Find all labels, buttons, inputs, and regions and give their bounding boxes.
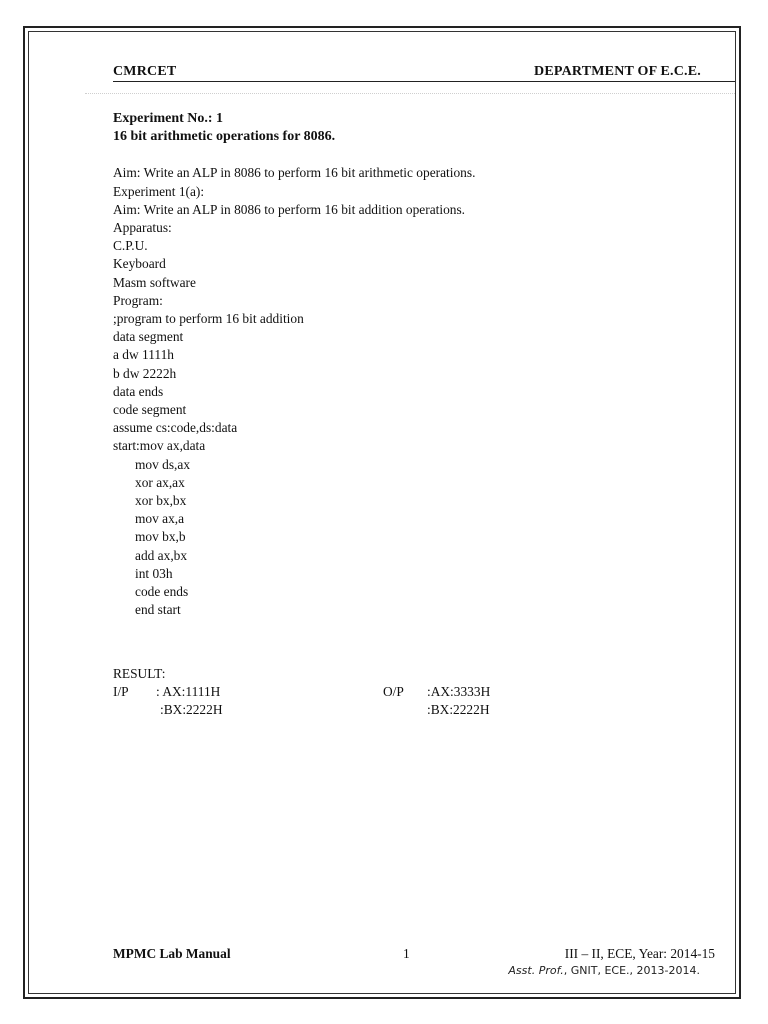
output-label: O/P	[383, 684, 404, 699]
code-line: xor bx,bx	[135, 493, 187, 509]
code-line: data segment	[113, 329, 184, 345]
code-line: code segment	[113, 402, 187, 418]
apparatus-item: C.P.U.	[113, 238, 148, 254]
experiment-subtitle: Experiment 1(a):	[113, 183, 205, 199]
code-line: start:mov ax,data	[113, 438, 206, 454]
header-college: CMRCET	[113, 64, 177, 79]
code-line: add ax,bx	[135, 547, 188, 563]
program-heading: Program:	[113, 292, 163, 308]
footer-credit-title: Asst. Prof.	[508, 964, 564, 977]
footer-credit	[508, 964, 700, 977]
input-value: : AX:1111H	[156, 684, 221, 699]
code-line: mov ds,ax	[135, 456, 191, 472]
apparatus-item: Masm software	[113, 274, 196, 290]
aim-line: Aim: Write an ALP in 8086 to perform 16 bit arithmetic operations.	[113, 165, 476, 181]
code-line: ;program to perform 16 bit addition	[113, 311, 304, 327]
experiment-number: Experiment No.: 1	[113, 111, 224, 126]
code-line: assume cs:code,ds:data	[113, 420, 238, 436]
output-value: :BX:2222H	[427, 702, 490, 717]
output-value: :AX:3333H	[427, 684, 491, 699]
header-department: DEPARTMENT OF E.C.E.	[534, 64, 701, 79]
code-line: end start	[135, 602, 181, 618]
page-number: 1	[403, 946, 410, 961]
apparatus-heading: Apparatus:	[113, 220, 172, 236]
code-line: xor ax,ax	[135, 474, 185, 490]
code-line: mov bx,b	[135, 529, 186, 545]
result-heading: RESULT:	[113, 666, 166, 681]
apparatus-item: Keyboard	[113, 256, 166, 272]
header-rule	[113, 81, 735, 82]
code-line: b dw 2222h	[113, 365, 177, 381]
input-value: :BX:2222H	[160, 702, 223, 717]
experiment-title: 16 bit arithmetic operations for 8086.	[113, 129, 336, 145]
document-body	[113, 110, 713, 619]
header-dotted-rule	[85, 93, 735, 94]
footer-year: III – II, ECE, Year: 2014-15	[564, 946, 715, 961]
spacer	[113, 146, 713, 164]
code-line: data ends	[113, 383, 164, 399]
result-section	[113, 665, 713, 719]
footer-manual-title: MPMC Lab Manual	[113, 946, 231, 961]
input-label: I/P	[113, 684, 129, 699]
footer-credit-detail: , GNIT, ECE., 2013-2014.	[563, 964, 700, 977]
code-line: int 03h	[135, 565, 173, 581]
code-line: mov ax,a	[135, 511, 185, 527]
code-line: code ends	[135, 584, 189, 600]
code-line: a dw 1111h	[113, 347, 174, 363]
aim-line: Aim: Write an ALP in 8086 to perform 16 bit addition operations.	[113, 201, 466, 217]
